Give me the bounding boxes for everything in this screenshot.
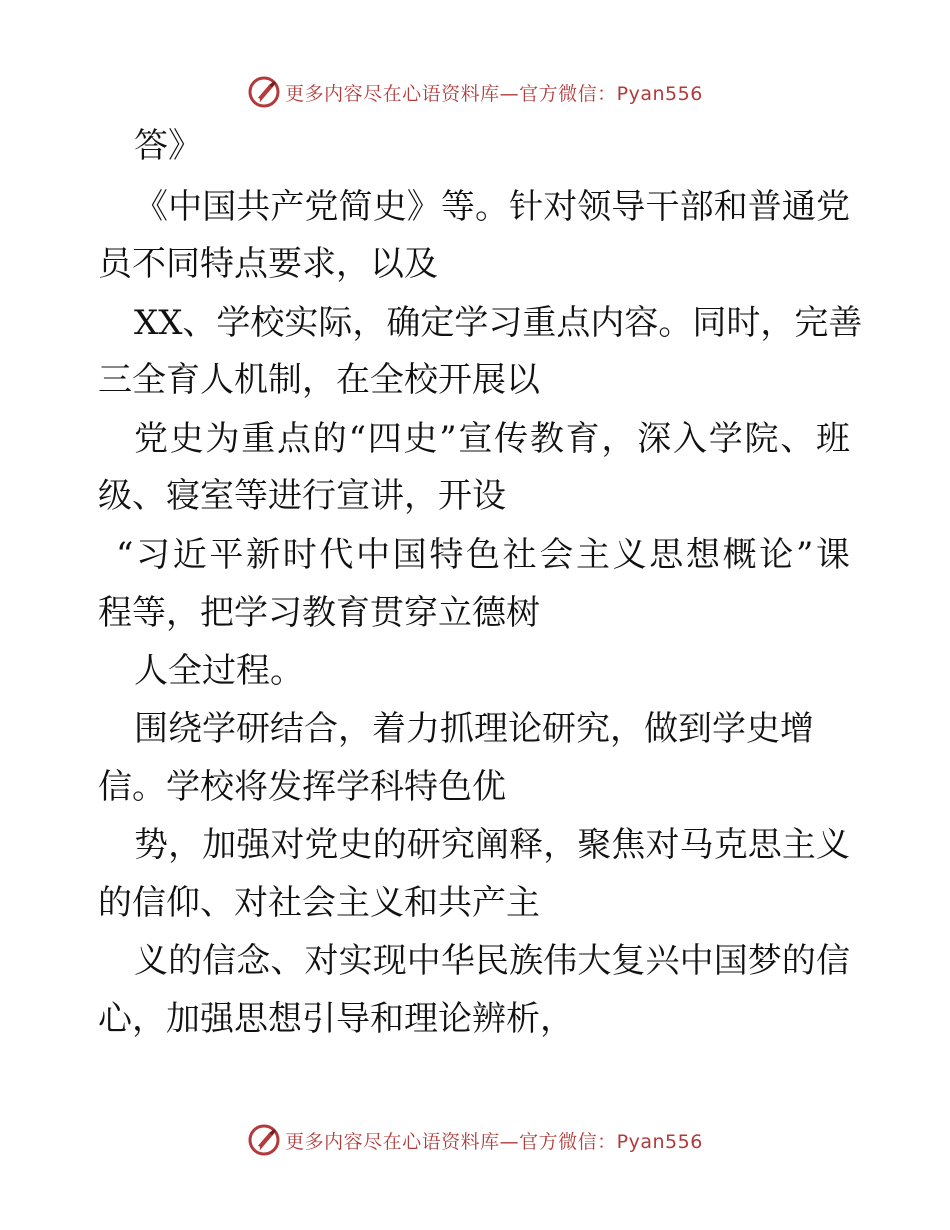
text-line: 势，加强对党史的研究阐释，聚焦对马克思主义 xyxy=(134,825,850,865)
pen-logo-icon xyxy=(247,75,281,109)
text-line: 《中国共产党简史》等。针对领导干部和普通党 xyxy=(134,187,850,227)
text-line: 的信仰、对社会主义和共产主 xyxy=(98,883,540,923)
pen-logo-icon xyxy=(247,1123,281,1157)
text-line: XX、学校实际，确定学习重点内容。同时，完善 xyxy=(134,303,863,343)
footer-text: 更多内容尽在心语资料库—官方微信：Pyan556 xyxy=(285,1130,703,1153)
text-line: 级、寝室等进行宣讲，开设 xyxy=(98,476,506,516)
header-text: 更多内容尽在心语资料库—官方微信：Pyan556 xyxy=(285,82,703,105)
header-banner xyxy=(0,72,950,112)
text-line: 围绕学研结合，着力抓理论研究，做到学史增 xyxy=(134,709,814,749)
text-line: 答》 xyxy=(134,126,202,166)
text-line: 义的信念、对实现中华民族伟大复兴中国梦的信 xyxy=(134,941,850,981)
text-line: 党史为重点的“四史”宣传教育，深入学院、班 xyxy=(134,419,850,459)
text-line: 三全育人机制，在全校开展以 xyxy=(98,360,540,400)
text-line: “习近平新时代中国特色社会主义思想概论”课 xyxy=(116,535,850,575)
text-line: 程等，把学习教育贯穿立德树 xyxy=(98,593,540,633)
text-line: 员不同特点要求，以及 xyxy=(98,244,438,284)
text-line: 信。学校将发挥学科特色优 xyxy=(98,767,506,807)
text-line: 心，加强思想引导和理论辨析， xyxy=(98,999,574,1039)
text-line: 人全过程。 xyxy=(134,651,304,691)
footer-banner xyxy=(0,1120,950,1160)
